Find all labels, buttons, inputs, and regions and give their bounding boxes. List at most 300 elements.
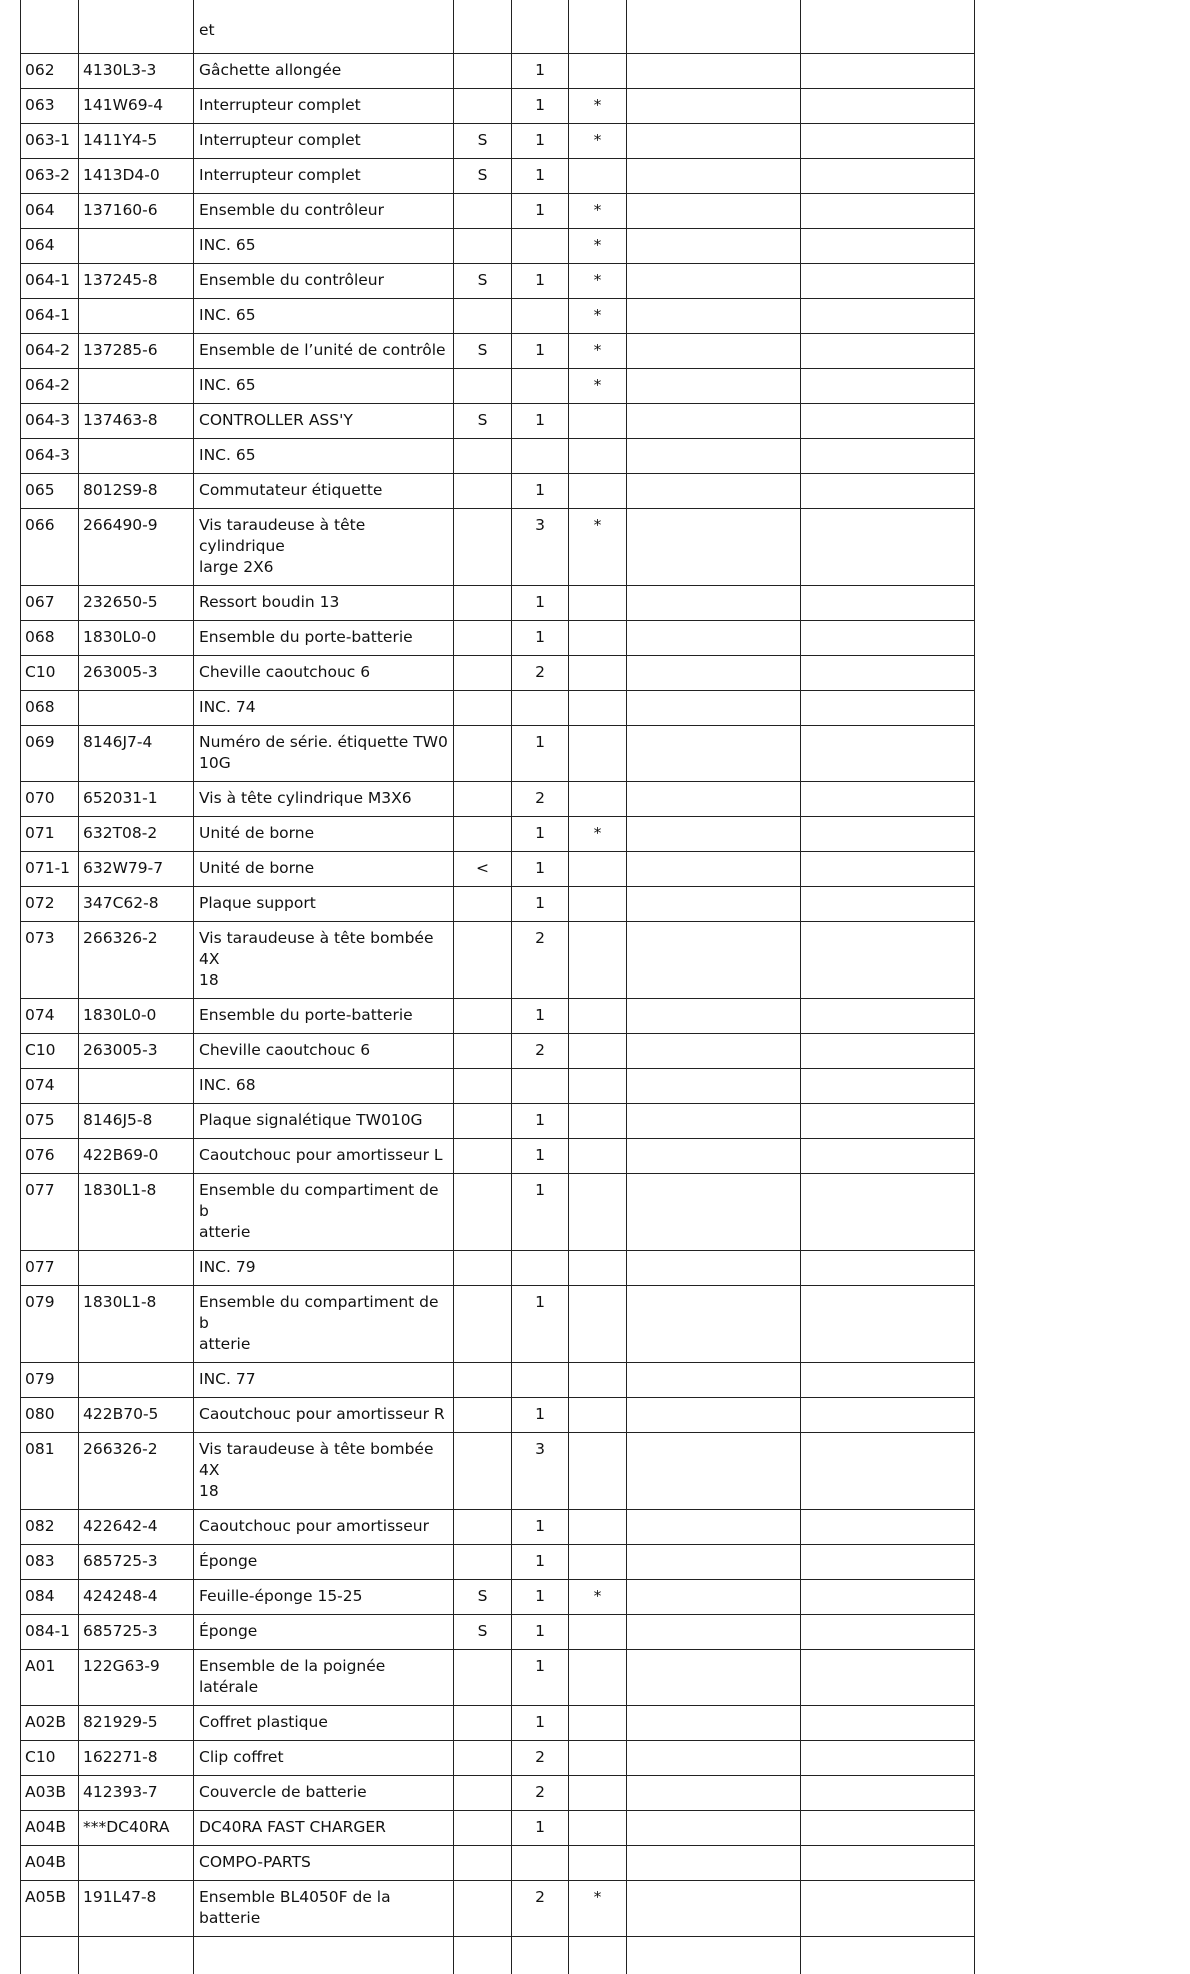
supersession-cell (454, 1650, 512, 1706)
supersession-cell (454, 1776, 512, 1811)
item-number-cell (21, 0, 79, 54)
part-code-cell: ***DC40RA (79, 1811, 194, 1846)
blank-column-cell (801, 1650, 975, 1706)
part-code-cell (79, 1363, 194, 1398)
note-cell (569, 691, 627, 726)
table-row (21, 852, 975, 887)
part-code-cell (79, 1846, 194, 1881)
supersession-cell (454, 1433, 512, 1510)
item-number-cell: 065 (21, 474, 79, 509)
note-cell (569, 922, 627, 999)
item-number-cell: 064-1 (21, 264, 79, 299)
blank-column-cell (627, 0, 801, 54)
quantity-cell: 2 (512, 1034, 569, 1069)
blank-column-cell (627, 1433, 801, 1510)
blank-column-cell (801, 264, 975, 299)
blank-column-cell (627, 1811, 801, 1846)
part-code-cell (79, 299, 194, 334)
quantity-cell (512, 1069, 569, 1104)
blank-column-cell (627, 586, 801, 621)
description-cell: Clip coffret (194, 1741, 454, 1776)
item-number-cell: 064-1 (21, 299, 79, 334)
quantity-cell: 1 (512, 586, 569, 621)
supersession-cell: S (454, 334, 512, 369)
table-row (21, 621, 975, 656)
table-row (21, 1776, 975, 1811)
item-number-cell: 063-1 (21, 124, 79, 159)
note-cell (569, 54, 627, 89)
table-row (21, 817, 975, 852)
quantity-cell: 3 (512, 509, 569, 586)
item-number-cell: 080 (21, 1398, 79, 1433)
description-cell: Interrupteur complet (194, 124, 454, 159)
quantity-cell: 1 (512, 726, 569, 782)
table-row (21, 1846, 975, 1881)
note-cell: * (569, 89, 627, 124)
blank-column-cell (627, 1650, 801, 1706)
quantity-cell (512, 439, 569, 474)
part-code-cell (79, 439, 194, 474)
table-row (21, 1510, 975, 1545)
supersession-cell (454, 1881, 512, 1937)
table-row (21, 1615, 975, 1650)
blank-column-cell (627, 1706, 801, 1741)
table-row (21, 54, 975, 89)
note-cell (569, 1615, 627, 1650)
item-number-cell: 064 (21, 229, 79, 264)
item-number-cell: 066 (21, 509, 79, 586)
item-number-cell: 068 (21, 621, 79, 656)
blank-column-cell (801, 1545, 975, 1580)
quantity-cell: 2 (512, 1881, 569, 1937)
part-code-cell (79, 0, 194, 54)
item-number-cell: 064 (21, 194, 79, 229)
item-number-cell: C10 (21, 1741, 79, 1776)
table-row (21, 369, 975, 404)
note-cell (569, 1104, 627, 1139)
description-cell: Vis à tête cylindrique M3X6 (194, 782, 454, 817)
note-cell (569, 474, 627, 509)
quantity-cell: 1 (512, 404, 569, 439)
part-code-cell: 137245-8 (79, 264, 194, 299)
quantity-cell (512, 1363, 569, 1398)
blank-column-cell (627, 621, 801, 656)
blank-column-cell (627, 1104, 801, 1139)
blank-column-cell (627, 1545, 801, 1580)
description-cell: Caoutchouc pour amortisseur L (194, 1139, 454, 1174)
blank-column-cell (801, 1433, 975, 1510)
table-row (21, 1881, 975, 1937)
part-code-cell: 422B69-0 (79, 1139, 194, 1174)
quantity-cell: 1 (512, 887, 569, 922)
supersession-cell (454, 1846, 512, 1881)
description-cell: INC. 68 (194, 1069, 454, 1104)
supersession-cell (454, 89, 512, 124)
supersession-cell (454, 999, 512, 1034)
blank-column-cell (801, 586, 975, 621)
note-cell: * (569, 334, 627, 369)
description-cell: INC. 65 (194, 369, 454, 404)
quantity-cell: 1 (512, 1510, 569, 1545)
supersession-cell (454, 54, 512, 89)
supersession-cell (454, 1937, 512, 1974)
supersession-cell (454, 1104, 512, 1139)
description-cell: COMPO-PARTS (194, 1846, 454, 1881)
note-cell (569, 1846, 627, 1881)
item-number-cell: 084-1 (21, 1615, 79, 1650)
supersession-cell (454, 1286, 512, 1363)
table-row (21, 887, 975, 922)
supersession-cell (454, 817, 512, 852)
blank-column-cell (801, 1741, 975, 1776)
part-code-cell: 4130L3-3 (79, 54, 194, 89)
table-row (21, 229, 975, 264)
quantity-cell: 1 (512, 1811, 569, 1846)
note-cell (569, 726, 627, 782)
table-row (21, 404, 975, 439)
description-cell: Interrupteur complet (194, 89, 454, 124)
quantity-cell: 1 (512, 999, 569, 1034)
quantity-cell: 1 (512, 159, 569, 194)
blank-column-cell (801, 229, 975, 264)
description-cell: INC. 65 (194, 299, 454, 334)
note-cell (569, 1069, 627, 1104)
part-code-cell: 1830L0-0 (79, 999, 194, 1034)
part-code-cell (79, 369, 194, 404)
blank-column-cell (627, 1881, 801, 1937)
description-cell: Numéro de série. étiquette TW0 10G (194, 726, 454, 782)
quantity-cell (512, 299, 569, 334)
blank-column-cell (801, 509, 975, 586)
part-code-cell: 1413D4-0 (79, 159, 194, 194)
item-number-cell: 071-1 (21, 852, 79, 887)
quantity-cell: 1 (512, 1615, 569, 1650)
blank-column-cell (801, 887, 975, 922)
part-code-cell: 1830L1-8 (79, 1174, 194, 1251)
part-code-cell: 685725-3 (79, 1545, 194, 1580)
supersession-cell (454, 621, 512, 656)
blank-column-cell (627, 1174, 801, 1251)
description-cell: Ensemble du porte-batterie (194, 621, 454, 656)
supersession-cell: S (454, 264, 512, 299)
description-cell: Feuille-éponge 15-25 (194, 1580, 454, 1615)
note-cell: * (569, 369, 627, 404)
blank-column-cell (801, 334, 975, 369)
item-number-cell: 077 (21, 1174, 79, 1251)
blank-column-cell (627, 1034, 801, 1069)
part-code-cell: 263005-3 (79, 656, 194, 691)
description-cell: Ensemble du porte-batterie (194, 999, 454, 1034)
item-number-cell: C10 (21, 1034, 79, 1069)
blank-column-cell (801, 439, 975, 474)
blank-column-cell (627, 726, 801, 782)
supersession-cell (454, 1741, 512, 1776)
quantity-cell: 1 (512, 817, 569, 852)
blank-column-cell (801, 782, 975, 817)
blank-column-cell (627, 1776, 801, 1811)
description-cell: Ensemble BL4050F de la batterie (194, 1881, 454, 1937)
blank-column-cell (801, 1174, 975, 1251)
item-number-cell: 081 (21, 1433, 79, 1510)
parts-table (20, 0, 975, 1974)
item-number-cell: A04B (21, 1846, 79, 1881)
blank-column-cell (801, 691, 975, 726)
supersession-cell (454, 1706, 512, 1741)
part-code-cell: 685725-3 (79, 1615, 194, 1650)
item-number-cell: 071 (21, 817, 79, 852)
part-code-cell: 137160-6 (79, 194, 194, 229)
note-cell (569, 1776, 627, 1811)
blank-column-cell (627, 1069, 801, 1104)
quantity-cell: 2 (512, 1741, 569, 1776)
item-number-cell: 072 (21, 887, 79, 922)
blank-column-cell (627, 1510, 801, 1545)
item-number-cell: 064-2 (21, 334, 79, 369)
item-number-cell: 074 (21, 999, 79, 1034)
description-cell: Vis taraudeuse à tête bombée 4X 18 (194, 922, 454, 999)
blank-column-cell (801, 1937, 975, 1974)
blank-column-cell (801, 1776, 975, 1811)
note-cell: * (569, 509, 627, 586)
supersession-cell (454, 509, 512, 586)
quantity-cell: 2 (512, 922, 569, 999)
part-code-cell: 191L47-8 (79, 1881, 194, 1937)
supersession-cell: S (454, 159, 512, 194)
table-row (21, 1034, 975, 1069)
table-row (21, 1398, 975, 1433)
table-row (21, 124, 975, 159)
item-number-cell: 076 (21, 1139, 79, 1174)
table-row (21, 691, 975, 726)
quantity-cell: 1 (512, 1545, 569, 1580)
part-code-cell: 8146J7-4 (79, 726, 194, 782)
blank-column-cell (627, 1363, 801, 1398)
note-cell: * (569, 1580, 627, 1615)
item-number-cell: 064-3 (21, 404, 79, 439)
quantity-cell: 1 (512, 1706, 569, 1741)
quantity-cell: 1 (512, 54, 569, 89)
part-code-cell (79, 1069, 194, 1104)
blank-column-cell (627, 1741, 801, 1776)
note-cell (569, 404, 627, 439)
part-code-cell: 263005-3 (79, 1034, 194, 1069)
table-row (21, 0, 975, 54)
table-row (21, 922, 975, 999)
quantity-cell: 1 (512, 194, 569, 229)
quantity-cell: 1 (512, 474, 569, 509)
blank-column-cell (627, 509, 801, 586)
note-cell (569, 0, 627, 54)
note-cell (569, 1937, 627, 1974)
note-cell (569, 1363, 627, 1398)
quantity-cell: 1 (512, 1580, 569, 1615)
table-row (21, 1545, 975, 1580)
part-code-cell: 424248-4 (79, 1580, 194, 1615)
supersession-cell (454, 1510, 512, 1545)
description-cell: Ressort boudin 13 (194, 586, 454, 621)
table-row (21, 1741, 975, 1776)
supersession-cell (454, 782, 512, 817)
item-number-cell: 082 (21, 1510, 79, 1545)
item-number-cell: C10 (21, 656, 79, 691)
part-code-cell: 141W69-4 (79, 89, 194, 124)
description-cell: INC. 65 (194, 439, 454, 474)
table-row (21, 509, 975, 586)
item-number-cell (21, 1937, 79, 1974)
item-number-cell: 074 (21, 1069, 79, 1104)
blank-column-cell (627, 1937, 801, 1974)
blank-column-cell (627, 159, 801, 194)
blank-column-cell (801, 1881, 975, 1937)
blank-column-cell (627, 474, 801, 509)
item-number-cell: 067 (21, 586, 79, 621)
blank-column-cell (801, 299, 975, 334)
table-row (21, 1811, 975, 1846)
blank-column-cell (801, 89, 975, 124)
note-cell: * (569, 264, 627, 299)
quantity-cell (512, 1937, 569, 1974)
description-cell: DC40RA FAST CHARGER (194, 1811, 454, 1846)
blank-column-cell (627, 852, 801, 887)
quantity-cell (512, 0, 569, 54)
description-cell: Interrupteur complet (194, 159, 454, 194)
blank-column-cell (627, 1615, 801, 1650)
blank-column-cell (801, 1069, 975, 1104)
description-cell: Cheville caoutchouc 6 (194, 656, 454, 691)
part-code-cell: 8146J5-8 (79, 1104, 194, 1139)
quantity-cell: 1 (512, 334, 569, 369)
supersession-cell (454, 1139, 512, 1174)
blank-column-cell (627, 1251, 801, 1286)
parts-table-body (21, 0, 975, 1974)
note-cell (569, 1174, 627, 1251)
note-cell (569, 1706, 627, 1741)
supersession-cell (454, 229, 512, 264)
blank-column-cell (801, 1846, 975, 1881)
quantity-cell (512, 229, 569, 264)
part-code-cell: 137463-8 (79, 404, 194, 439)
supersession-cell (454, 474, 512, 509)
blank-column-cell (801, 1363, 975, 1398)
blank-column-cell (627, 656, 801, 691)
quantity-cell: 2 (512, 1776, 569, 1811)
item-number-cell: 070 (21, 782, 79, 817)
supersession-cell: < (454, 852, 512, 887)
blank-column-cell (801, 852, 975, 887)
table-row (21, 439, 975, 474)
item-number-cell: 079 (21, 1363, 79, 1398)
part-code-cell: 422B70-5 (79, 1398, 194, 1433)
quantity-cell (512, 1846, 569, 1881)
quantity-cell: 1 (512, 264, 569, 299)
blank-column-cell (627, 299, 801, 334)
blank-column-cell (801, 1510, 975, 1545)
note-cell: * (569, 229, 627, 264)
quantity-cell: 1 (512, 1398, 569, 1433)
part-code-cell (79, 229, 194, 264)
table-row (21, 1174, 975, 1251)
blank-column-cell (627, 54, 801, 89)
supersession-cell: S (454, 404, 512, 439)
blank-column-cell (627, 194, 801, 229)
table-row (21, 1069, 975, 1104)
supersession-cell (454, 922, 512, 999)
description-cell: Vis taraudeuse à tête cylindrique large 2X6 (194, 509, 454, 586)
part-code-cell: 1411Y4-5 (79, 124, 194, 159)
quantity-cell (512, 1251, 569, 1286)
description-cell: INC. 65 (194, 229, 454, 264)
blank-column-cell (801, 1139, 975, 1174)
description-cell: Ensemble du compartiment de b atterie (194, 1286, 454, 1363)
item-number-cell: A01 (21, 1650, 79, 1706)
table-row (21, 89, 975, 124)
note-cell: * (569, 194, 627, 229)
blank-column-cell (801, 1104, 975, 1139)
description-cell: INC. 77 (194, 1363, 454, 1398)
blank-column-cell (801, 1615, 975, 1650)
part-code-cell: 266326-2 (79, 922, 194, 999)
blank-column-cell (627, 1139, 801, 1174)
table-row (21, 1580, 975, 1615)
quantity-cell: 1 (512, 1650, 569, 1706)
supersession-cell (454, 887, 512, 922)
description-cell: Ensemble du contrôleur (194, 194, 454, 229)
blank-column-cell (801, 474, 975, 509)
part-code-cell: 137285-6 (79, 334, 194, 369)
description-cell: Coffret plastique (194, 1706, 454, 1741)
table-row (21, 1937, 975, 1974)
table-row (21, 1139, 975, 1174)
table-row (21, 334, 975, 369)
part-code-cell: 632T08-2 (79, 817, 194, 852)
blank-column-cell (801, 54, 975, 89)
blank-column-cell (627, 334, 801, 369)
supersession-cell (454, 439, 512, 474)
supersession-cell: S (454, 124, 512, 159)
quantity-cell: 1 (512, 1139, 569, 1174)
note-cell: * (569, 1881, 627, 1937)
blank-column-cell (627, 404, 801, 439)
quantity-cell: 2 (512, 656, 569, 691)
item-number-cell: 064-3 (21, 439, 79, 474)
note-cell (569, 1034, 627, 1069)
quantity-cell (512, 691, 569, 726)
description-cell: INC. 74 (194, 691, 454, 726)
table-row (21, 159, 975, 194)
item-number-cell: 075 (21, 1104, 79, 1139)
quantity-cell: 1 (512, 124, 569, 159)
quantity-cell: 3 (512, 1433, 569, 1510)
description-cell: INC. 79 (194, 1251, 454, 1286)
blank-column-cell (801, 726, 975, 782)
note-cell (569, 1650, 627, 1706)
table-row (21, 726, 975, 782)
note-cell (569, 1545, 627, 1580)
note-cell (569, 1433, 627, 1510)
blank-column-cell (801, 1706, 975, 1741)
description-cell: Commutateur étiquette (194, 474, 454, 509)
blank-column-cell (801, 922, 975, 999)
part-code-cell: 347C62-8 (79, 887, 194, 922)
description-cell: Éponge (194, 1545, 454, 1580)
quantity-cell (512, 369, 569, 404)
quantity-cell: 2 (512, 782, 569, 817)
blank-column-cell (801, 369, 975, 404)
table-row (21, 1104, 975, 1139)
description-cell: Unité de borne (194, 817, 454, 852)
blank-column-cell (627, 264, 801, 299)
blank-column-cell (627, 999, 801, 1034)
